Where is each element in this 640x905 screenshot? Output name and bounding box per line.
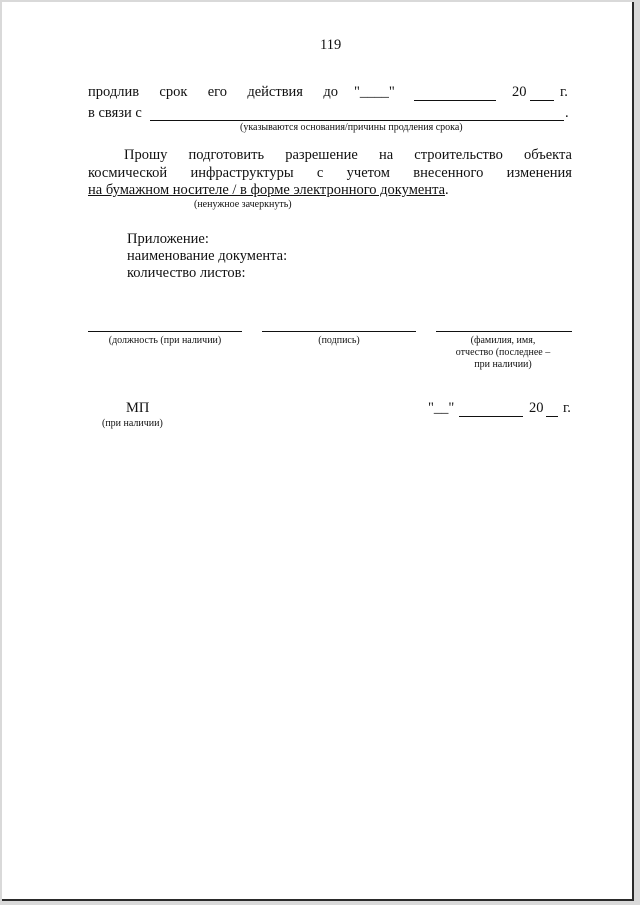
full-name-hint-3: при наличии) — [474, 359, 532, 370]
signature-line[interactable] — [262, 331, 416, 332]
request-word: учетом — [346, 165, 390, 181]
request-end: . — [445, 182, 449, 198]
full-name-hint-1: (фамилия, имя, — [470, 335, 536, 346]
date-month-field[interactable] — [459, 416, 523, 417]
request-word: внесенного — [413, 165, 484, 181]
attachment-doc-name: наименование документа: — [127, 248, 288, 264]
word-4: действия — [247, 84, 303, 100]
position-line[interactable] — [88, 331, 242, 332]
request-word: строительство — [414, 147, 503, 163]
format-choice[interactable]: на бумажном носителе / в форме электронного документа — [88, 182, 446, 198]
word-3: его — [207, 84, 228, 100]
request-word: изменения — [506, 165, 572, 181]
reason-end: . — [565, 105, 569, 121]
extension-year-field[interactable] — [530, 100, 554, 101]
request-line-3 — [88, 182, 449, 199]
request-word: космической — [88, 165, 168, 181]
request-word: разрешение — [285, 147, 358, 163]
request-word: на — [378, 147, 394, 163]
word-5: до — [323, 84, 338, 100]
extension-day-field[interactable]: "____" — [354, 84, 395, 100]
extension-line-words — [88, 84, 338, 101]
request-word: с — [316, 165, 324, 181]
attachment-sheets: количество листов: — [127, 265, 246, 281]
extension-year-suffix: г. — [560, 84, 568, 100]
attachment-title: Приложение: — [127, 231, 209, 247]
word-2: срок — [159, 84, 188, 100]
extension-month-field[interactable] — [414, 100, 496, 101]
page-number: 119 — [320, 37, 342, 53]
document-page — [2, 2, 634, 901]
signature-hint: (подпись) — [318, 335, 360, 346]
date-year-field[interactable] — [546, 416, 558, 417]
request-word: подготовить — [188, 147, 265, 163]
request-word: объекта — [523, 147, 572, 163]
request-line-1 — [124, 147, 572, 164]
reason-hint: (указываются основания/причины продления срока) — [240, 122, 463, 133]
stamp-hint: (при наличии) — [102, 418, 163, 429]
full-name-line[interactable] — [436, 331, 572, 332]
request-line-2 — [88, 165, 572, 182]
date-day-field[interactable]: "__" — [428, 400, 455, 416]
position-hint: (должность (при наличии) — [108, 335, 222, 346]
request-word: Прошу — [124, 147, 168, 163]
reason-field[interactable] — [150, 120, 564, 121]
word-1: продлив — [88, 84, 140, 100]
reason-prefix: в связи с — [88, 105, 142, 121]
stamp-label: МП — [126, 400, 150, 416]
date-year-prefix: 20 — [529, 400, 544, 416]
full-name-hint-2: отчество (последнее – — [455, 347, 551, 358]
extension-year-prefix: 20 — [512, 84, 527, 100]
strike-hint: (ненужное зачеркнуть) — [194, 199, 292, 210]
date-year-suffix: г. — [563, 400, 571, 416]
request-word: инфраструктуры — [190, 165, 294, 181]
